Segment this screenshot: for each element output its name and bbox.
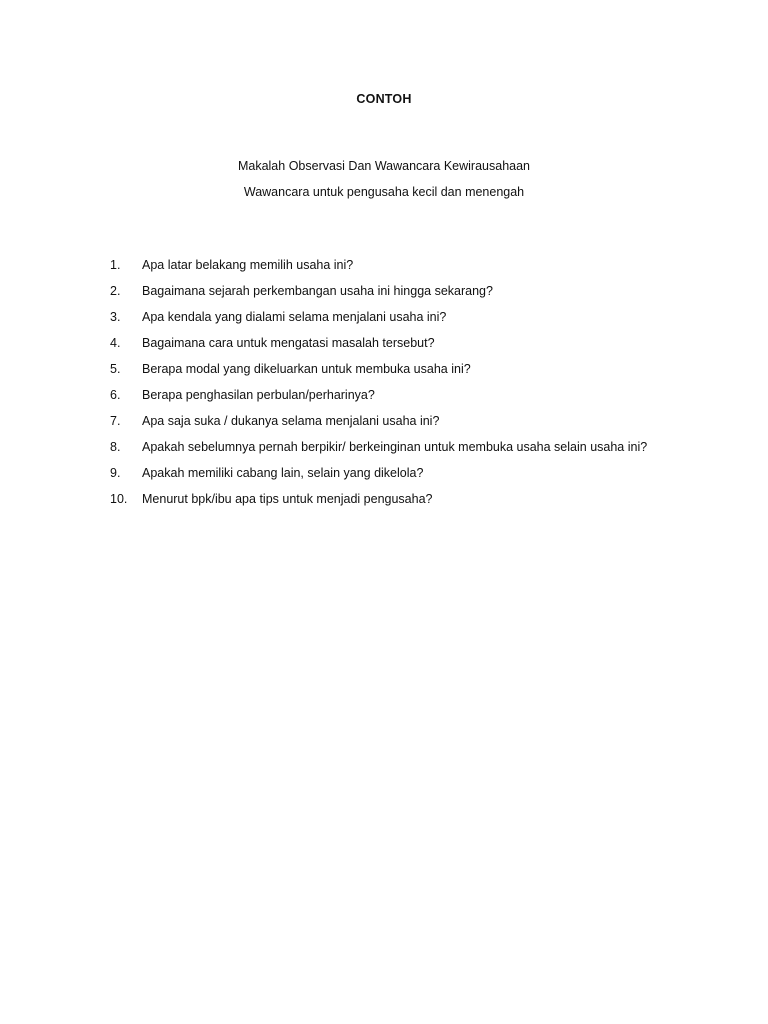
- question-number: 3.: [110, 310, 121, 324]
- question-number: 6.: [110, 388, 121, 402]
- document-subtitle: Wawancara untuk pengusaha kecil dan menengah: [243, 185, 525, 199]
- question-text: Bagaimana sejarah perkembangan usaha ini hingga sekarang?: [142, 284, 493, 298]
- document-label: CONTOH: [356, 92, 412, 106]
- question-number: 7.: [110, 414, 121, 428]
- question-number: 1.: [110, 258, 121, 272]
- question-number: 10.: [110, 492, 128, 506]
- question-text: Berapa modal yang dikeluarkan untuk membuka usaha ini?: [142, 362, 471, 376]
- question-item: [110, 308, 710, 334]
- question-text: Apa kendala yang dialami selama menjalani usaha ini?: [142, 310, 447, 324]
- question-item: [110, 386, 710, 412]
- question-text: Bagaimana cara untuk mengatasi masalah tersebut?: [142, 336, 435, 350]
- document-title: Makalah Observasi Dan Wawancara Kewirausahaan: [237, 159, 531, 173]
- question-text: Apakah memiliki cabang lain, selain yang dikelola?: [142, 466, 424, 480]
- question-text: Apa saja suka / dukanya selama menjalani usaha ini?: [142, 414, 440, 428]
- question-number: 9.: [110, 466, 121, 480]
- question-item: [110, 438, 710, 464]
- question-text: Menurut bpk/ibu apa tips untuk menjadi pengusaha?: [142, 492, 433, 506]
- question-text: Apa latar belakang memilih usaha ini?: [142, 258, 354, 272]
- question-item: [110, 360, 710, 386]
- question-number: 4.: [110, 336, 121, 350]
- question-item: [110, 256, 710, 282]
- question-item: [110, 282, 710, 308]
- question-number: 5.: [110, 362, 121, 376]
- question-item: [110, 490, 710, 516]
- question-number: 2.: [110, 284, 121, 298]
- question-item: [110, 464, 710, 490]
- question-item: [110, 334, 710, 360]
- question-text: Apakah sebelumnya pernah berpikir/ berkeinginan untuk membuka usaha selain usaha ini?: [142, 440, 648, 454]
- question-number: 8.: [110, 440, 121, 454]
- question-text: Berapa penghasilan perbulan/perharinya?: [142, 388, 375, 402]
- question-list: [110, 256, 710, 516]
- question-item: [110, 412, 710, 438]
